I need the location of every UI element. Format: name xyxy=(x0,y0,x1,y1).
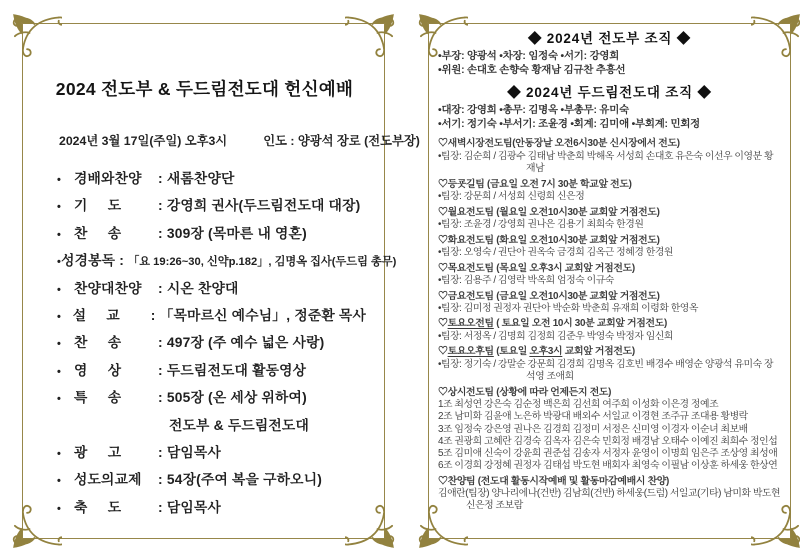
order-item-colon: : xyxy=(115,253,129,269)
team-members-line: 3조 임정숙 강은영 권나은 김경희 김정미 서정은 신미영 이경자 이순녀 최보배 xyxy=(438,423,748,435)
heart-icon: ♡ xyxy=(438,318,448,330)
order-item xyxy=(57,496,366,523)
team-name: ♡등굣길팀 (금요일 오전 7시 30분 학교앞 전도) xyxy=(438,178,632,190)
order-item-label: 축 도 xyxy=(74,499,122,515)
left-page xyxy=(23,24,420,523)
org-roster-line: •대장: 강영희 •총무: 김명옥 •부총무: 유미숙 xyxy=(438,105,629,117)
service-dateline xyxy=(59,131,420,149)
bullet-icon: • xyxy=(57,310,62,323)
team-section xyxy=(438,263,781,288)
order-item xyxy=(57,222,366,249)
team-members-line: •팀장: 김미정 권정자 권단아 박순화 박춘희 유재희 이령화 한영옥 xyxy=(438,303,698,315)
order-item-value: 전도부 & 두드림전도대 xyxy=(169,417,309,433)
bullet-icon: • xyxy=(57,502,62,515)
order-item-colon: : xyxy=(154,225,167,241)
order-item-value: 54장(주여 복을 구하오니) xyxy=(166,472,323,488)
order-item-label: 광 고 xyxy=(74,444,122,460)
team-name: ♡상시전도팀 (상황에 따라 언제든지 전도) xyxy=(438,386,612,398)
order-item-colon: : xyxy=(154,171,167,186)
org-section-jeondobu xyxy=(438,30,781,77)
order-item xyxy=(57,331,366,358)
order-item-value: 강영희 권사(두드림전도대 대장) xyxy=(166,198,361,214)
order-item-continuation xyxy=(57,414,366,441)
order-item-label: 경배와찬양 xyxy=(74,171,142,186)
order-item-colon: : xyxy=(154,335,167,351)
order-item-label: 영 상 xyxy=(74,362,122,378)
order-item xyxy=(57,386,366,413)
order-item-label: 성도의교제 xyxy=(74,472,142,488)
team-members-line: 2조 남미화 김윤애 노은하 박광대 배외수 서일교 이경현 조주규 조대용 황병락 xyxy=(438,411,748,423)
org-roster-line: •부장: 양광석 •차장: 임정숙 •서기: 강영희 xyxy=(438,51,620,62)
order-item xyxy=(57,167,366,194)
bullet-icon: • xyxy=(57,447,62,460)
order-item xyxy=(57,304,366,331)
bullet-icon: • xyxy=(57,338,62,351)
team-section xyxy=(438,476,781,513)
order-item xyxy=(57,249,397,276)
order-item-colon: : xyxy=(154,444,167,460)
team-members-line: •팀장: 김용주 / 김영락 박옥희 엄정숙 이규숙 xyxy=(438,275,614,287)
order-item xyxy=(57,468,366,495)
service-date: 2024년 3월 17일(주일) 오후3시 xyxy=(59,134,228,148)
team-members-line: 5조 김미애 신숙이 강윤희 권준섭 김송자 서정자 윤영이 이명희 임은주 조상영 최성애 xyxy=(438,448,778,460)
team-section xyxy=(438,179,781,204)
heart-icon: ♡ xyxy=(438,346,448,358)
order-item-colon: : xyxy=(154,362,167,378)
bullet-icon: • xyxy=(57,201,62,214)
bullet-icon: • xyxy=(57,256,62,269)
team-name xyxy=(438,318,781,331)
order-item-label: 찬 송 xyxy=(74,335,122,351)
team-name: ♡금요전도팀 (금요일 오전10시30분 교회앞 거점전도) xyxy=(438,290,660,302)
service-leader: 인도 : 양광석 장로 (전도부장) xyxy=(263,134,420,148)
team-time-underlined: 오후3시 xyxy=(529,346,563,358)
team-section xyxy=(438,346,781,383)
order-item-value: 「요 19:26~30, 신약p.182」, 김명옥 집사(두드림 총무) xyxy=(128,256,397,269)
team-members-line: •팀장: 오영숙 / 권단아 권옥숙 금경희 김옥근 정혜경 한경원 xyxy=(438,247,673,259)
team-name-mid: (토요일 xyxy=(493,346,530,358)
service-title: 2024 전도부 & 두드림전도대 헌신예배 xyxy=(55,79,354,99)
order-item-value: 505장 (온 세상 위하여) xyxy=(166,390,307,406)
order-item-label: 성경봉독 xyxy=(61,253,116,269)
bullet-icon: • xyxy=(57,393,62,406)
order-item-label: 설 교 xyxy=(72,307,120,323)
order-item-label: 기 도 xyxy=(74,198,122,214)
team-name-underlined: 토요오전팀 xyxy=(447,318,494,330)
bullet-icon: • xyxy=(57,174,62,186)
team-name-rest: 교회앞 거점전도) xyxy=(562,346,635,358)
org-section-dudeurim xyxy=(438,84,781,131)
team-members-line: •팀장: 김순희 / 김광수 김태남 박춘희 박해옥 서성희 손대호 유은숙 이선우 이영분 황재남 xyxy=(438,150,774,175)
team-members-line: 6조 이경희 강정혜 권정자 김태섭 박도현 배회자 최영숙 이필남 이상훈 하세웅 한상연 xyxy=(438,460,778,472)
team-name: ♡찬양팀 (전도대 활동시작예배 및 활동마감예배시 찬양) xyxy=(438,475,670,487)
order-item xyxy=(57,441,366,468)
order-item-value: 309장 (목마른 내 영혼) xyxy=(166,225,307,241)
org-section-title: ◆ 2024년 두드림전도대 조직 ◆ xyxy=(507,85,712,101)
org-roster-line: •위원: 손대호 손향숙 황재남 김규찬 추흥선 xyxy=(438,64,626,76)
team-members-line: •팀장: 강문희 / 서성희 신령희 신은정 xyxy=(438,191,585,203)
org-roster-line: •서기: 정기숙 •부서기: 조윤경 •회계: 김미애 •부회계: 민회정 xyxy=(438,118,701,130)
order-item-value: 담임목사 xyxy=(166,444,221,460)
team-section xyxy=(438,387,781,473)
org-section-title: ◆ 2024년 전도부 조직 ◆ xyxy=(527,31,692,46)
team-name: ♡새벽시장전도팀(안동장날 오전6시30분 신시장에서 전도) xyxy=(438,138,680,150)
order-item-colon: : xyxy=(154,499,167,515)
team-members-line: 김애란(팀장) 양나리에나(건반) 김남희(건반) 하세웅(드럼) 서일교(기타) 남미화 박도현 신은정 조보람 xyxy=(438,488,781,512)
order-item-colon: : xyxy=(154,198,167,214)
bullet-icon: • xyxy=(57,365,62,378)
bullet-icon: • xyxy=(57,228,62,241)
order-item-label: 찬양대찬양 xyxy=(74,280,142,296)
team-name-underlined: 토요오후팀 xyxy=(447,346,494,358)
team-section xyxy=(438,138,781,175)
team-members-line: •팀장: 조윤경 / 강영희 권나은 김용기 최희숙 한경원 xyxy=(438,219,644,231)
order-item-label: 찬 송 xyxy=(74,225,122,241)
order-item xyxy=(57,359,366,386)
team-section xyxy=(438,235,781,260)
order-item-value: 497장 (주 예수 넓은 사랑) xyxy=(166,335,325,351)
order-of-worship-list xyxy=(57,167,397,523)
team-section xyxy=(438,291,781,316)
team-members-line: 1조 최성연 강은숙 김순정 백은희 김선희 여주희 이성화 이은경 정예조 xyxy=(438,399,719,411)
order-item-colon: : xyxy=(154,390,167,406)
team-members-line: •팀장: 정기숙 / 강말순 강문희 김경희 김명옥 김호빈 배경수 배영순 양광석 유미숙 장석영 조애희 xyxy=(438,359,774,383)
team-name xyxy=(438,346,781,359)
order-item-colon: : xyxy=(146,307,160,323)
team-section xyxy=(438,318,781,343)
team-section xyxy=(438,207,781,232)
team-name: ♡목요전도팀 (목요일 오후3시 교회앞 거점전도) xyxy=(438,262,635,274)
order-item-value: 새롬찬양단 xyxy=(166,171,235,186)
order-item-value: 「목마르신 예수님」, 정준환 목사 xyxy=(159,307,366,323)
team-name-rest: ( 토요일 오전 10시 30분 교회앞 거점전도) xyxy=(493,318,667,330)
order-item-colon: : xyxy=(154,472,167,488)
left-page-border xyxy=(22,23,420,539)
bullet-icon: • xyxy=(57,475,62,488)
team-name: ♡월요전도팀 (월요일 오전10시30분 교회앞 거점전도) xyxy=(438,206,660,218)
team-members-line: •팀장: 서정옥 / 김명희 김정희 김준우 박영숙 박정자 임신희 xyxy=(438,331,673,343)
team-members-line: 4조 권광희 고혜란 김경숙 김옥자 김은숙 민회정 배경남 오태수 이예진 최희수 정인섭 xyxy=(438,435,778,447)
team-name: ♡화요전도팀 (화요일 오전10시30분 교회앞 거점전도) xyxy=(438,234,660,246)
order-item-colon: : xyxy=(154,280,167,296)
bullet-icon: • xyxy=(57,283,62,296)
order-item-label: 특 송 xyxy=(74,390,122,406)
right-page-border xyxy=(428,23,791,539)
order-item-value: 두드림전도대 활동영상 xyxy=(166,362,307,378)
order-item xyxy=(57,277,366,304)
order-item-value: 담임목사 xyxy=(166,499,221,515)
order-item-value: 시온 찬양대 xyxy=(166,280,239,296)
order-item xyxy=(57,194,366,221)
right-page xyxy=(429,24,790,513)
